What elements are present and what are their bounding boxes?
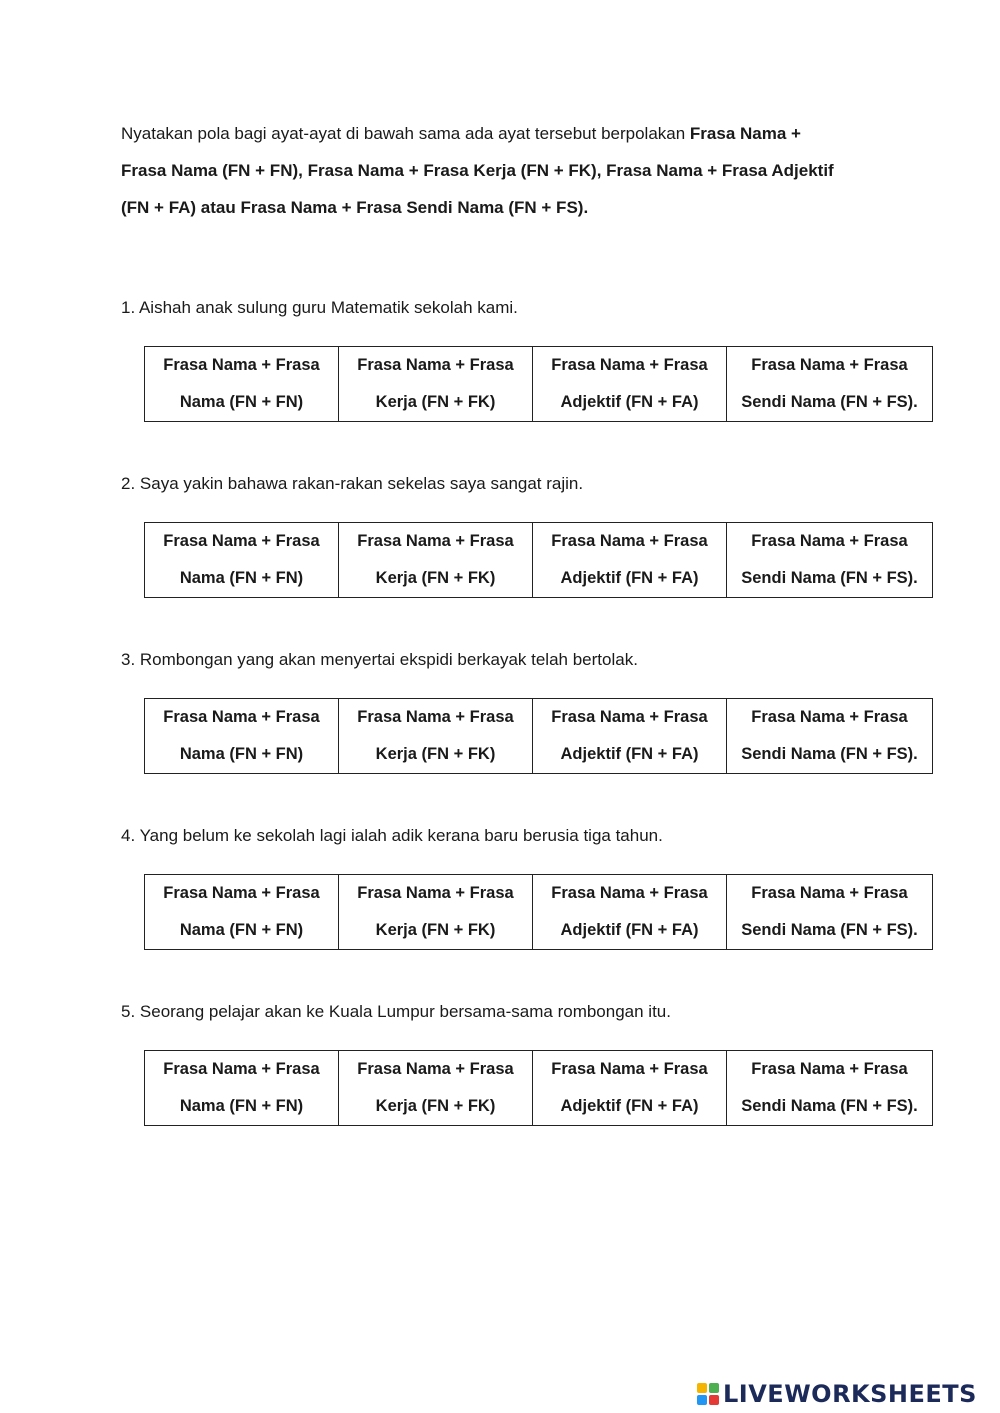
instructions-prefix: Nyatakan pola bagi ayat-ayat di bawah sama ada ayat tersebut berpolakan [121,124,690,143]
question-1-text: 1. Aishah anak sulung guru Matematik sekolah kami. [121,298,518,317]
option-fn-fs[interactable]: Frasa Nama + Frasa Sendi Nama (FN + FS). [727,699,933,774]
option-fn-fs[interactable]: Frasa Nama + Frasa Sendi Nama (FN + FS). [727,523,933,598]
option-fn-fk[interactable]: Frasa Nama + Frasa Kerja (FN + FK) [339,347,533,422]
option-fn-fk[interactable]: Frasa Nama + Frasa Kerja (FN + FK) [339,875,533,950]
question-5-options [144,1050,933,1126]
option-fn-fa[interactable]: Frasa Nama + Frasa Adjektif (FN + FA) [533,347,727,422]
option-fn-fn[interactable]: Frasa Nama + Frasa Nama (FN + FN) [145,523,339,598]
option-fn-fk[interactable]: Frasa Nama + Frasa Kerja (FN + FK) [339,699,533,774]
question-2-text: 2. Saya yakin bahawa rakan-rakan sekelas saya sangat rajin. [121,474,584,493]
option-fn-fs[interactable]: Frasa Nama + Frasa Sendi Nama (FN + FS). [727,347,933,422]
instructions-bold-2: Frasa Nama (FN + FN), Frasa Nama + Frasa Kerja (FN + FK), Frasa Nama + Frasa Adjektif [121,161,834,180]
question-5-text: 5. Seorang pelajar akan ke Kuala Lumpur bersama-sama rombongan itu. [121,1002,671,1021]
liveworksheets-brand [697,1378,977,1410]
liveworksheets-logo-icon [697,1383,719,1405]
question-3-text: 3. Rombongan yang akan menyertai ekspidi berkayak telah bertolak. [121,650,638,669]
option-fn-fn[interactable]: Frasa Nama + Frasa Nama (FN + FN) [145,347,339,422]
option-fn-fa[interactable]: Frasa Nama + Frasa Adjektif (FN + FA) [533,523,727,598]
option-fn-fa[interactable]: Frasa Nama + Frasa Adjektif (FN + FA) [533,1051,727,1126]
question-4-options [144,874,933,950]
question-4-text: 4. Yang belum ke sekolah lagi ialah adik kerana baru berusia tiga tahun. [121,826,663,845]
instructions-bold-3: (FN + FA) atau Frasa Nama + Frasa Sendi Nama (FN + FS). [121,198,589,217]
question-1-options [144,346,933,422]
option-fn-fs[interactable]: Frasa Nama + Frasa Sendi Nama (FN + FS). [727,875,933,950]
instructions [121,115,881,226]
question-2-options [144,522,933,598]
instructions-bold-1: Frasa Nama + [689,124,801,143]
option-fn-fk[interactable]: Frasa Nama + Frasa Kerja (FN + FK) [339,1051,533,1126]
option-fn-fn[interactable]: Frasa Nama + Frasa Nama (FN + FN) [145,1051,339,1126]
brand-name: LIVEWORKSHEETS [723,1380,977,1408]
option-fn-fa[interactable]: Frasa Nama + Frasa Adjektif (FN + FA) [533,875,727,950]
option-fn-fs[interactable]: Frasa Nama + Frasa Sendi Nama (FN + FS). [727,1051,933,1126]
option-fn-fn[interactable]: Frasa Nama + Frasa Nama (FN + FN) [145,875,339,950]
question-3-options [144,698,933,774]
option-fn-fn[interactable]: Frasa Nama + Frasa Nama (FN + FN) [145,699,339,774]
option-fn-fk[interactable]: Frasa Nama + Frasa Kerja (FN + FK) [339,523,533,598]
option-fn-fa[interactable]: Frasa Nama + Frasa Adjektif (FN + FA) [533,699,727,774]
